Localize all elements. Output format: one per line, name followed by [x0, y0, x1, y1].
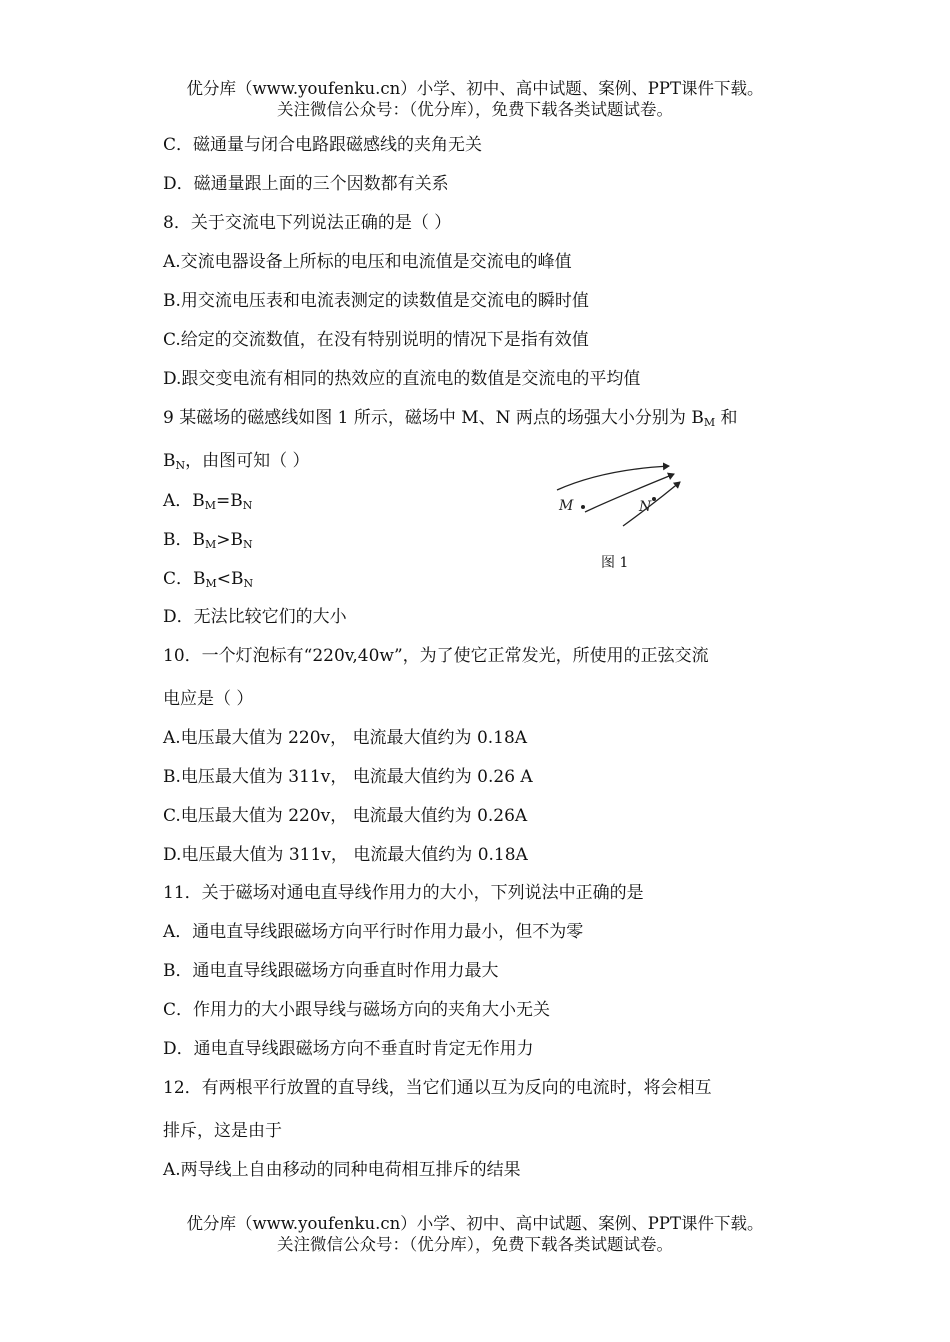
magnetic-field-figure — [553, 452, 693, 527]
point-m-label: M — [559, 498, 574, 514]
q8-option-b: B.用交流电压表和电流表测定的读数值是交流电的瞬时值 — [163, 291, 589, 311]
footer-line-1: 优分库（www.youfenku.cn）小学、初中、高中试题、案例、PPT课件下载。 — [186, 1214, 764, 1233]
q9-option-a: A．$B_M=B_N$ — [163, 491, 253, 512]
field-line-middle — [585, 474, 674, 512]
q9-stem-line-1: 9 某磁场的磁感线如图 1 所示，磁场中 M、N 两点的场强大小分别为 $B_M$ 和 — [163, 408, 738, 429]
q7-option-c: C．磁通量与闭合电路跟磁感线的夹角无关 — [163, 135, 483, 155]
point-n-label: N — [639, 499, 652, 515]
q8-stem: 8．关于交流电下列说法正确的是（ ） — [163, 213, 452, 233]
point-m-dot — [581, 505, 585, 509]
q9-option-c: C．$B_M<B_N$ — [163, 569, 254, 590]
q10-option-a: A.电压最大值为 220v， 电流最大值约为 0.18A — [163, 728, 528, 748]
q10-option-d: D.电压最大值为 311v， 电流最大值约为 0.18A — [163, 845, 528, 865]
q9-stem-line-2: $B_N$，由图可知（ ） — [163, 451, 310, 472]
q12-option-a: A.两导线上自由移动的同种电荷相互排斥的结果 — [163, 1160, 521, 1180]
q11-option-c: C．作用力的大小跟导线与磁场方向的夹角大小无关 — [163, 1000, 551, 1020]
q11-stem: 11．关于磁场对通电直导线作用力的大小，下列说法中正确的是 — [163, 883, 644, 903]
q12-stem-line-2: 排斥，这是由于 — [163, 1121, 282, 1141]
q11-option-b: B．通电直导线跟磁场方向垂直时作用力最大 — [163, 961, 499, 981]
figure-caption: 图 1 — [601, 555, 629, 571]
q8-option-c: C.给定的交流数值，在没有特别说明的情况下是指有效值 — [163, 330, 589, 350]
q7-option-d: D．磁通量跟上面的三个因数都有关系 — [163, 174, 449, 194]
field-line-top — [557, 466, 669, 490]
q8-option-d: D.跟交变电流有相同的热效应的直流电的数值是交流电的平均值 — [163, 369, 641, 389]
page-footer — [0, 1213, 950, 1255]
q9-option-b: B．$B_M>B_N$ — [163, 530, 253, 551]
q12-stem-line-1: 12．有两根平行放置的直导线，当它们通以互为反向的电流时，将会相互 — [163, 1078, 712, 1098]
q8-option-a: A.交流电器设备上所标的电压和电流值是交流电的峰值 — [163, 252, 572, 272]
header-line-1: 优分库（www.youfenku.cn）小学、初中、高中试题、案例、PPT课件下载。 — [186, 79, 764, 98]
field-line-bottom — [623, 482, 680, 526]
q11-option-a: A．通电直导线跟磁场方向平行时作用力最小，但不为零 — [163, 922, 584, 942]
point-n-dot — [652, 497, 656, 501]
page-header — [0, 78, 950, 120]
q10-option-b: B.电压最大值为 311v， 电流最大值约为 0.26 A — [163, 767, 533, 787]
q10-stem-line-2: 电应是（ ） — [163, 689, 254, 709]
header-line-2: 关注微信公众号：（优分库），免费下载各类试题试卷。 — [277, 100, 673, 119]
q9-option-d: D．无法比较它们的大小 — [163, 607, 347, 627]
q11-option-d: D．通电直导线跟磁场方向不垂直时肯定无作用力 — [163, 1039, 534, 1059]
footer-line-2: 关注微信公众号：（优分库），免费下载各类试题试卷。 — [277, 1235, 673, 1254]
q10-stem-line-1: 10．一个灯泡标有“220v,40w”，为了使它正常发光，所使用的正弦交流 — [163, 646, 709, 666]
q10-option-c: C.电压最大值为 220v， 电流最大值约为 0.26A — [163, 806, 528, 826]
